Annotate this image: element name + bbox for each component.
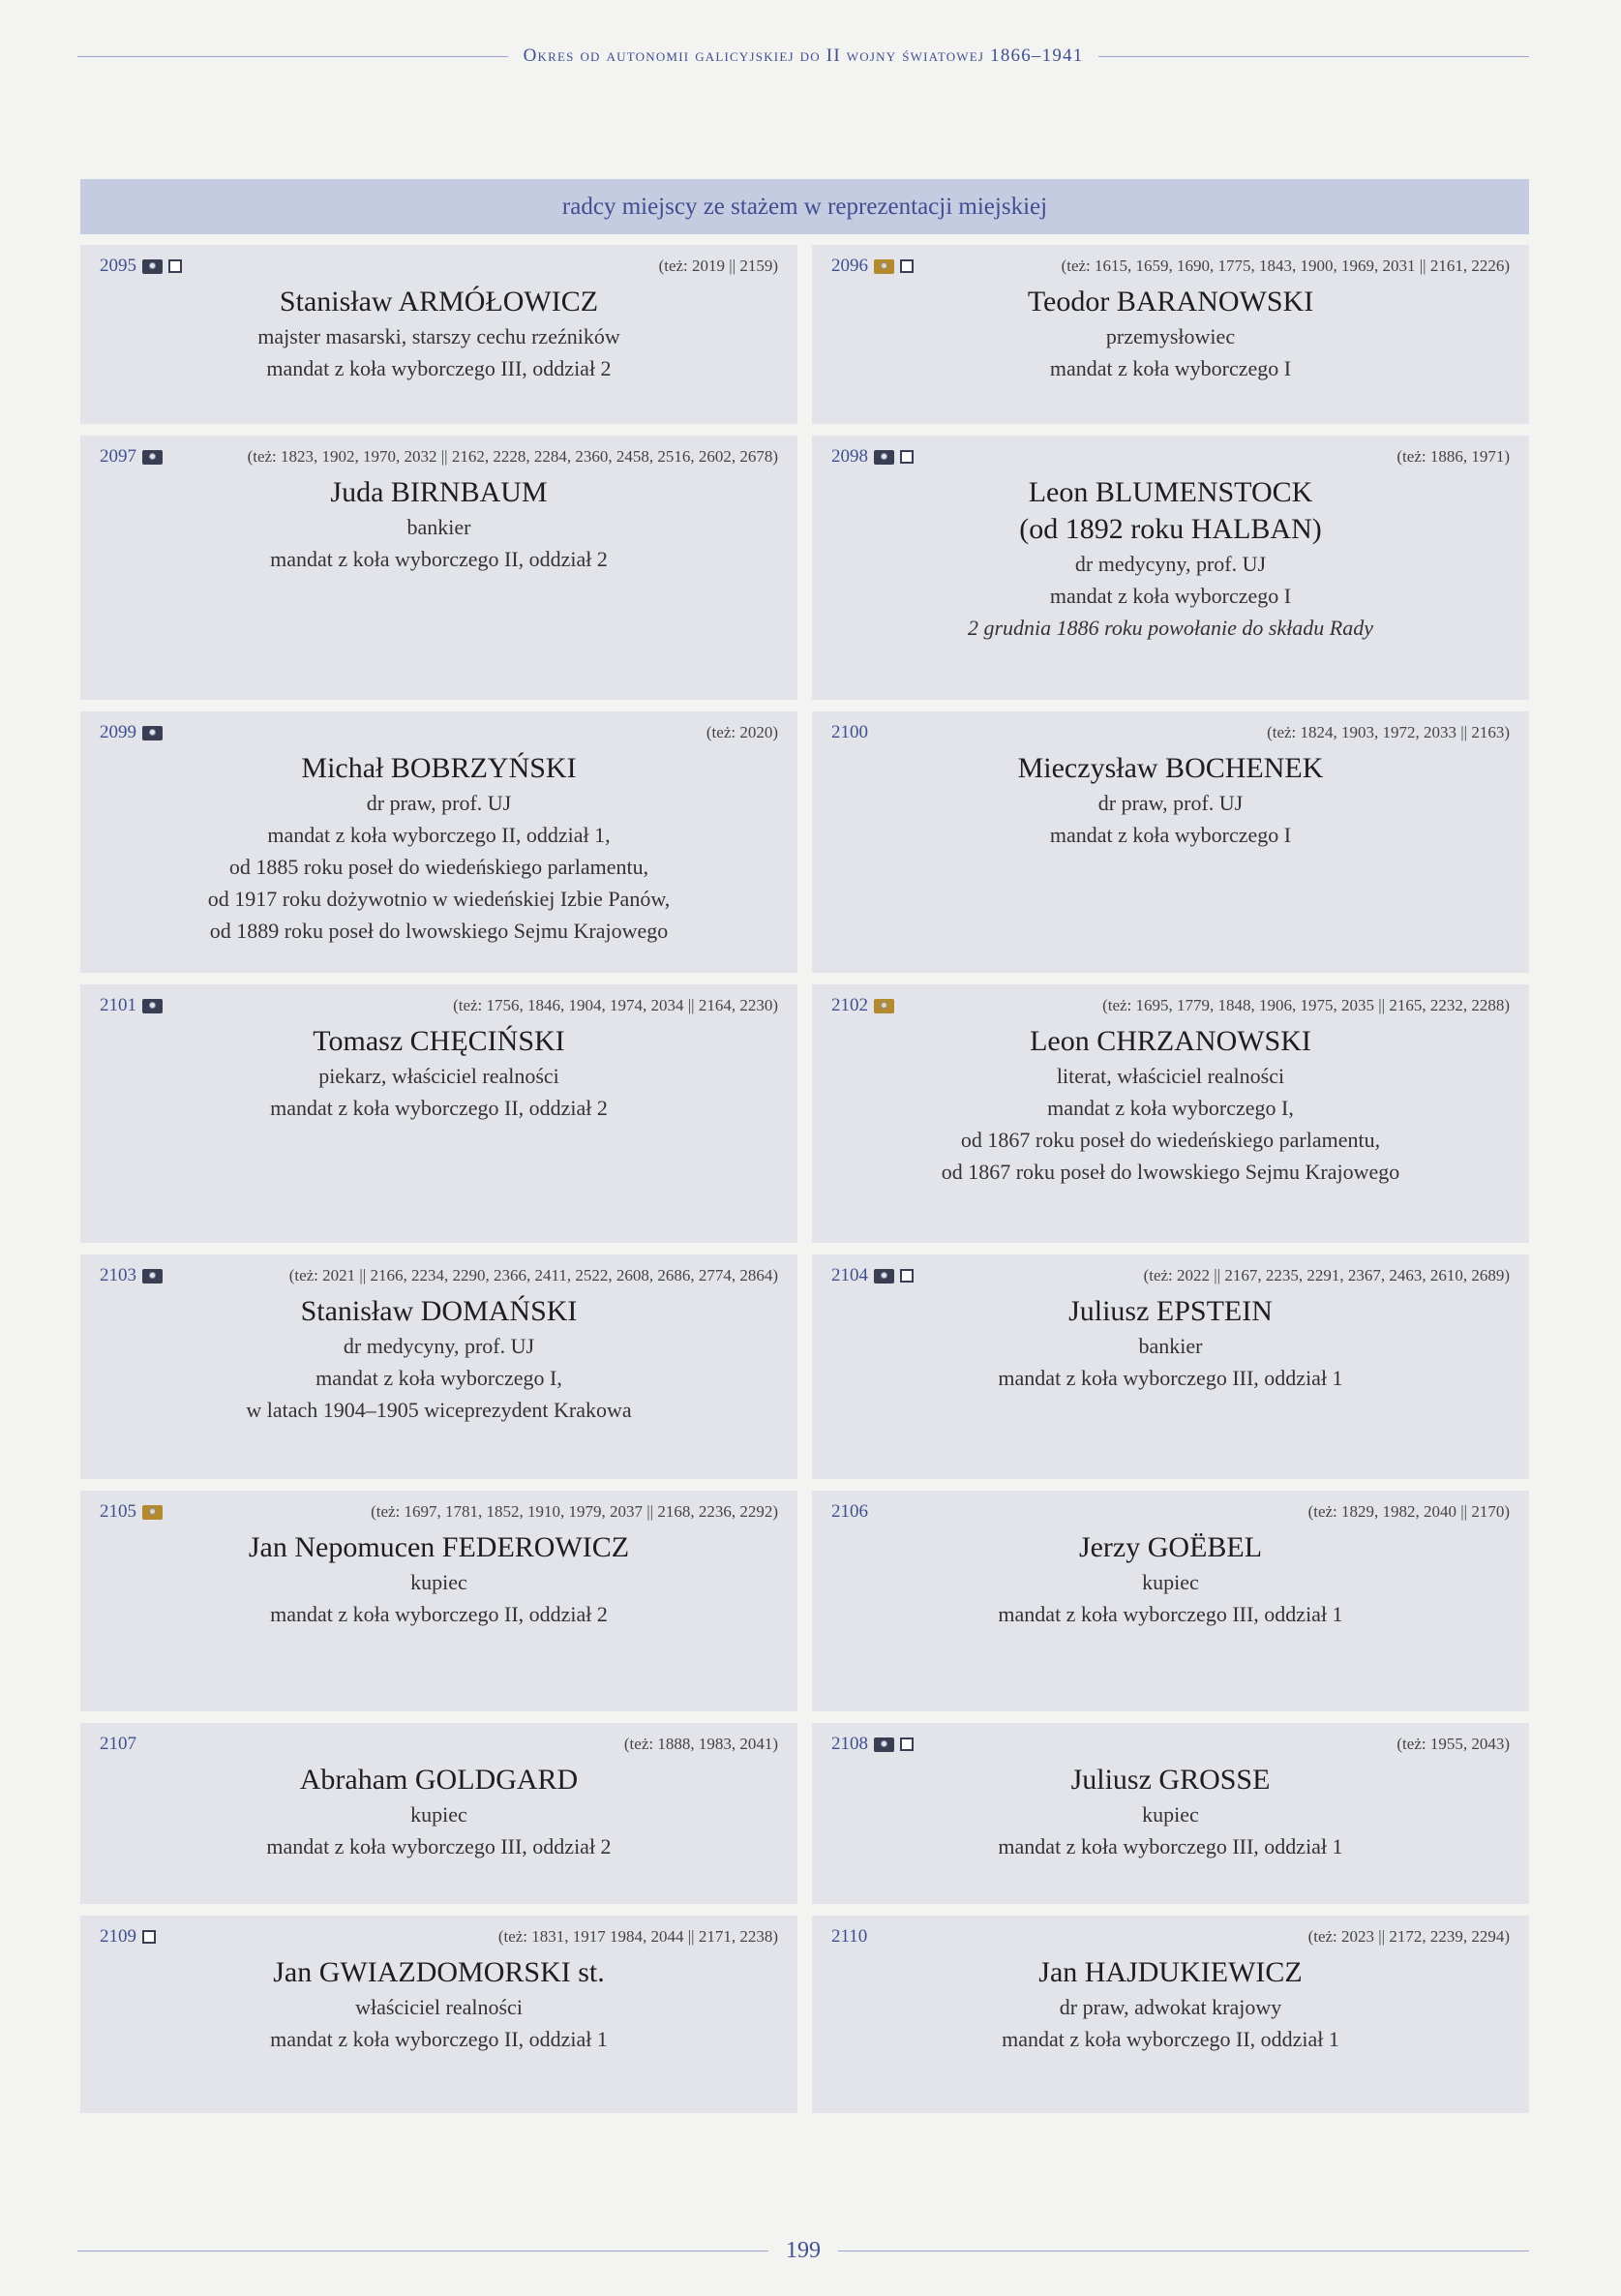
entry-body bbox=[831, 474, 1510, 644]
entry-body bbox=[100, 750, 778, 947]
entry-body bbox=[100, 1529, 778, 1630]
entry-number: 2096 bbox=[831, 256, 868, 276]
entry-header bbox=[831, 1264, 1510, 1287]
entry-body bbox=[831, 284, 1510, 384]
entry-card bbox=[80, 1491, 797, 1711]
entry-header bbox=[831, 1733, 1510, 1756]
person-mandate-line: w latach 1904–1905 wiceprezydent Krakowa bbox=[246, 1398, 632, 1422]
entry-number: 2106 bbox=[831, 1501, 868, 1522]
square-icon bbox=[900, 259, 914, 273]
entry-card bbox=[812, 984, 1529, 1243]
square-icon bbox=[900, 1737, 914, 1751]
entry-number: 2098 bbox=[831, 446, 868, 467]
person-mandate-line: mandat z koła wyborczego III, oddział 1 bbox=[998, 1602, 1343, 1626]
photo-icon bbox=[874, 1269, 894, 1284]
person-name: Mieczysław BOCHENEK bbox=[1017, 752, 1324, 784]
photo-icon bbox=[874, 999, 894, 1013]
entry-header bbox=[831, 445, 1510, 468]
person-mandate-line: mandat z koła wyborczego II, oddział 1, bbox=[267, 823, 611, 847]
entry-cross-references: (też: 1888, 1983, 2041) bbox=[623, 1735, 778, 1753]
entry-id bbox=[831, 1925, 867, 1949]
entry-cross-references: (też: 1615, 1659, 1690, 1775, 1843, 1900, 1969, 2031 || 2161, 2226) bbox=[1061, 257, 1510, 275]
entry-body bbox=[100, 1293, 778, 1426]
entry-number: 2110 bbox=[831, 1926, 868, 1947]
person-occupation: dr medycyny, prof. UJ bbox=[1074, 552, 1267, 576]
entry-id bbox=[831, 1500, 868, 1524]
entry-number: 2105 bbox=[100, 1501, 136, 1522]
person-mandate-line: mandat z koła wyborczego I, bbox=[1047, 1096, 1294, 1120]
person-occupation: bankier bbox=[1138, 1334, 1203, 1358]
entry-header bbox=[100, 1264, 778, 1287]
entry-number: 2108 bbox=[831, 1734, 868, 1754]
person-mandate-line: mandat z koła wyborczego III, oddział 1 bbox=[998, 1366, 1343, 1390]
photo-icon bbox=[142, 259, 163, 274]
entry-card bbox=[80, 245, 797, 424]
square-icon bbox=[900, 1269, 914, 1283]
person-mandate-line: od 1889 roku poseł do lwowskiego Sejmu Krajowego bbox=[209, 919, 669, 943]
entry-card bbox=[812, 436, 1529, 700]
square-icon bbox=[142, 1930, 156, 1944]
person-mandate-line: mandat z koła wyborczego III, oddział 2 bbox=[266, 356, 612, 380]
entry-body bbox=[100, 1023, 778, 1124]
entry-body bbox=[100, 1762, 778, 1862]
entry-cross-references: (też: 2023 || 2172, 2239, 2294) bbox=[1307, 1927, 1510, 1946]
person-name: Juliusz EPSTEIN bbox=[1068, 1295, 1273, 1327]
entry-cross-references: (też: 1823, 1902, 1970, 2032 || 2162, 2228, 2284, 2360, 2458, 2516, 2602, 2678) bbox=[247, 447, 778, 466]
photo-icon bbox=[142, 1505, 163, 1520]
person-name: Jan HAJDUKIEWICZ bbox=[1038, 1956, 1303, 1988]
person-occupation: kupiec bbox=[1142, 1570, 1199, 1594]
person-mandate-line: od 1917 roku dożywotnio w wiedeńskiej Izbie Panów, bbox=[207, 887, 671, 911]
person-mandate-line: mandat z koła wyborczego I, bbox=[315, 1366, 562, 1390]
entry-id bbox=[831, 1733, 914, 1756]
entry-number: 2103 bbox=[100, 1265, 136, 1285]
entry-body bbox=[831, 1023, 1510, 1188]
entry-cross-references: (też: 2022 || 2167, 2235, 2291, 2367, 2463, 2610, 2689) bbox=[1143, 1266, 1510, 1284]
photo-icon bbox=[142, 450, 163, 465]
entry-cross-references: (też: 1829, 1982, 2040 || 2170) bbox=[1307, 1502, 1510, 1521]
person-name: Stanisław ARMÓŁOWICZ bbox=[279, 286, 599, 317]
entry-number: 2104 bbox=[831, 1265, 868, 1285]
entry-id bbox=[100, 721, 163, 744]
entry-card bbox=[80, 984, 797, 1243]
person-mandate-line: mandat z koła wyborczego II, oddział 2 bbox=[270, 547, 608, 571]
person-occupation: przemysłowiec bbox=[1105, 324, 1236, 348]
entries-grid bbox=[80, 245, 1529, 2125]
person-occupation: dr praw, adwokat krajowy bbox=[1059, 1995, 1282, 2019]
entry-header bbox=[831, 1925, 1510, 1949]
entry-card bbox=[812, 1491, 1529, 1711]
person-occupation: majster masarski, starszy cechu rzeźników bbox=[257, 324, 620, 348]
person-occupation: kupiec bbox=[410, 1570, 467, 1594]
entry-id bbox=[100, 1925, 156, 1949]
person-mandate-line: mandat z koła wyborczego II, oddział 1 bbox=[1002, 2027, 1339, 2051]
entry-header bbox=[831, 721, 1510, 744]
photo-icon bbox=[874, 259, 894, 274]
entry-card bbox=[812, 1723, 1529, 1904]
entry-number: 2109 bbox=[100, 1926, 136, 1947]
entry-header bbox=[100, 255, 778, 278]
entry-body bbox=[831, 1954, 1510, 2055]
person-mandate-line: mandat z koła wyborczego I bbox=[1049, 584, 1292, 608]
page-footer bbox=[77, 2231, 1529, 2270]
person-name: Jan GWIAZDOMORSKI st. bbox=[273, 1956, 605, 1988]
entry-cross-references: (też: 1824, 1903, 1972, 2033 || 2163) bbox=[1267, 723, 1510, 741]
person-name: Teodor BARANOWSKI bbox=[1027, 286, 1314, 317]
entry-number: 2101 bbox=[100, 995, 136, 1015]
entry-header bbox=[100, 445, 778, 468]
entry-id bbox=[831, 255, 914, 278]
entry-body bbox=[831, 1293, 1510, 1394]
entry-id bbox=[100, 994, 163, 1017]
entry-id bbox=[831, 445, 914, 468]
entry-header bbox=[100, 1733, 778, 1756]
running-head-rule-right bbox=[1098, 56, 1529, 57]
entry-id bbox=[831, 721, 868, 744]
person-mandate-line: mandat z koła wyborczego II, oddział 2 bbox=[270, 1096, 608, 1120]
entry-id bbox=[831, 994, 894, 1017]
entry-number: 2107 bbox=[100, 1734, 136, 1754]
person-occupation: kupiec bbox=[1142, 1802, 1199, 1827]
photo-icon bbox=[874, 1737, 894, 1752]
entry-body bbox=[831, 750, 1510, 851]
entry-cross-references: (też: 1886, 1971) bbox=[1396, 447, 1510, 466]
person-name: Stanisław DOMAŃSKI bbox=[300, 1295, 578, 1327]
entry-number: 2102 bbox=[831, 995, 868, 1015]
entry-cross-references: (też: 1756, 1846, 1904, 1974, 2034 || 2164, 2230) bbox=[453, 996, 778, 1014]
person-name: Abraham GOLDGARD bbox=[299, 1764, 579, 1796]
person-mandate-line: mandat z koła wyborczego III, oddział 2 bbox=[266, 1834, 612, 1858]
person-occupation: literat, właściciel realności bbox=[1056, 1064, 1285, 1088]
entry-cross-references: (też: 1697, 1781, 1852, 1910, 1979, 2037 || 2168, 2236, 2292) bbox=[371, 1502, 778, 1521]
entry-cross-references: (też: 1955, 2043) bbox=[1396, 1735, 1510, 1753]
entry-cross-references: (też: 2020) bbox=[705, 723, 778, 741]
entry-header bbox=[100, 1500, 778, 1524]
person-mandate-line: od 1867 roku poseł do wiedeńskiego parlamentu, bbox=[960, 1128, 1381, 1152]
person-mandate-line: od 1867 roku poseł do lwowskiego Sejmu Krajowego bbox=[941, 1160, 1400, 1184]
entry-id bbox=[100, 1264, 163, 1287]
person-name: Jerzy GOËBEL bbox=[1078, 1531, 1263, 1563]
person-mandate-line: mandat z koła wyborczego II, oddział 2 bbox=[270, 1602, 608, 1626]
entry-id bbox=[100, 1500, 163, 1524]
entry-header bbox=[100, 1925, 778, 1949]
entry-card bbox=[812, 245, 1529, 424]
page-number: 199 bbox=[786, 2237, 821, 2263]
entry-card bbox=[80, 711, 797, 973]
entry-number: 2099 bbox=[100, 722, 136, 742]
person-name: Michał BOBRZYŃSKI bbox=[301, 752, 577, 784]
section-title: radcy miejscy ze stażem w reprezentacji miejskiej bbox=[80, 179, 1529, 234]
person-occupation: właściciel realności bbox=[355, 1995, 523, 2019]
entry-card bbox=[80, 1916, 797, 2113]
person-name: Leon CHRZANOWSKI bbox=[1030, 1025, 1311, 1057]
entry-id bbox=[100, 255, 182, 278]
entry-header bbox=[831, 994, 1510, 1017]
entry-card bbox=[812, 1254, 1529, 1479]
person-occupation: kupiec bbox=[410, 1802, 467, 1827]
entry-id bbox=[831, 1264, 914, 1287]
entry-body bbox=[831, 1529, 1510, 1630]
entry-id bbox=[100, 445, 163, 468]
person-mandate-line: mandat z koła wyborczego III, oddział 1 bbox=[998, 1834, 1343, 1858]
entry-cross-references: (też: 2019 || 2159) bbox=[658, 257, 778, 275]
entry-id bbox=[100, 1733, 136, 1756]
entry-body bbox=[100, 284, 778, 384]
entry-cross-references: (też: 1831, 1917 1984, 2044 || 2171, 2238) bbox=[497, 1927, 778, 1946]
running-head-text: Okres od autonomii galicyjskiej do II wojny światowej 1866–1941 bbox=[523, 45, 1084, 66]
person-mandate-line: od 1885 roku poseł do wiedeńskiego parlamentu, bbox=[228, 855, 649, 879]
entry-header bbox=[100, 721, 778, 744]
entry-number: 2100 bbox=[831, 722, 868, 742]
person-mandate-line: mandat z koła wyborczego I bbox=[1049, 356, 1292, 380]
person-name: Jan Nepomucen FEDEROWICZ bbox=[248, 1531, 630, 1563]
entry-cross-references: (też: 1695, 1779, 1848, 1906, 1975, 2035 || 2165, 2232, 2288) bbox=[1102, 996, 1510, 1014]
photo-icon bbox=[142, 726, 163, 740]
entry-body bbox=[831, 1762, 1510, 1862]
photo-icon bbox=[142, 999, 163, 1013]
square-icon bbox=[900, 450, 914, 464]
entry-body bbox=[100, 1954, 778, 2055]
entry-card bbox=[812, 1916, 1529, 2113]
person-alt-name: (od 1892 roku HALBAN) bbox=[1019, 513, 1322, 545]
entry-header bbox=[100, 994, 778, 1017]
entry-card bbox=[812, 711, 1529, 973]
entry-body bbox=[100, 474, 778, 575]
entry-number: 2097 bbox=[100, 446, 136, 467]
running-head bbox=[77, 37, 1529, 76]
entry-card bbox=[80, 1254, 797, 1479]
person-note: 2 grudnia 1886 roku powołanie do składu Rady bbox=[968, 616, 1373, 640]
entry-number: 2095 bbox=[100, 256, 136, 276]
entry-card bbox=[80, 436, 797, 700]
person-name: Juda BIRNBAUM bbox=[330, 476, 548, 508]
person-mandate-line: mandat z koła wyborczego II, oddział 1 bbox=[270, 2027, 608, 2051]
person-occupation: piekarz, właściciel realności bbox=[318, 1064, 559, 1088]
person-occupation: dr praw, prof. UJ bbox=[1097, 791, 1244, 815]
entry-cross-references: (też: 2021 || 2166, 2234, 2290, 2366, 2411, 2522, 2608, 2686, 2774, 2864) bbox=[288, 1266, 778, 1284]
person-name: Tomasz CHĘCIŃSKI bbox=[313, 1025, 565, 1057]
person-occupation: dr praw, prof. UJ bbox=[366, 791, 512, 815]
entry-header bbox=[831, 255, 1510, 278]
photo-icon bbox=[142, 1269, 163, 1284]
person-occupation: bankier bbox=[406, 515, 471, 539]
square-icon bbox=[168, 259, 182, 273]
person-occupation: dr medycyny, prof. UJ bbox=[343, 1334, 535, 1358]
person-name: Juliusz GROSSE bbox=[1070, 1764, 1271, 1796]
entry-header bbox=[831, 1500, 1510, 1524]
person-name: Leon BLUMENSTOCK bbox=[1028, 476, 1313, 508]
running-head-rule-left bbox=[77, 56, 508, 57]
photo-icon bbox=[874, 450, 894, 465]
entry-card bbox=[80, 1723, 797, 1904]
person-mandate-line: mandat z koła wyborczego I bbox=[1049, 823, 1292, 847]
